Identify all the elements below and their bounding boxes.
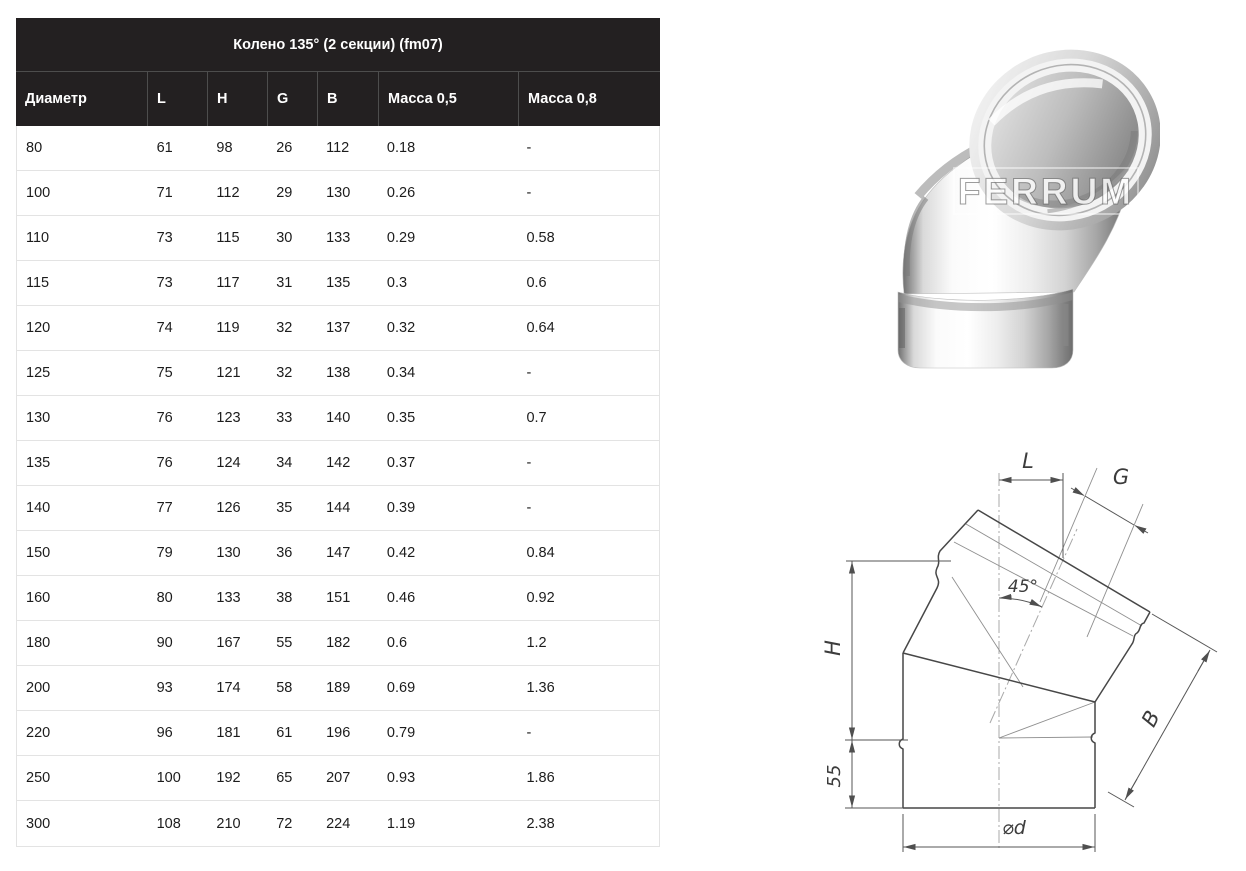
- table-cell: 115: [26, 275, 50, 291]
- table-cell: 0.93: [386, 770, 416, 786]
- table-cell: 1.86: [526, 770, 555, 786]
- table-cell: 0.6: [386, 635, 408, 651]
- table-cell: 133: [216, 590, 241, 606]
- technical-drawing: [790, 420, 1246, 871]
- table-cell: 150: [26, 545, 51, 561]
- table-row: [17, 621, 659, 666]
- table-cell: 31: [276, 275, 293, 291]
- table-cell: -: [526, 455, 532, 471]
- dim-label-angle: 45°: [1007, 577, 1039, 597]
- table-cell: 80: [26, 140, 43, 156]
- table-row: [17, 216, 659, 261]
- table-cell: 36: [276, 545, 293, 561]
- table-cell: 0.18: [386, 140, 416, 156]
- dim-label-g: G: [1112, 465, 1130, 489]
- table-cell: 32: [276, 320, 293, 336]
- table-cell: 250: [26, 770, 51, 786]
- table-cell: 0.69: [386, 680, 416, 696]
- table-row: [17, 486, 659, 531]
- table-cell: 117: [216, 275, 240, 291]
- table-cell: 182: [326, 635, 351, 651]
- table-cell: 33: [276, 410, 293, 426]
- table-cell: 144: [326, 500, 351, 516]
- table-cell: 90: [156, 635, 173, 651]
- table-row: [17, 531, 659, 576]
- table-cell: 123: [216, 410, 241, 426]
- table-cell: 38: [276, 590, 293, 606]
- elbow-dimension-drawing: [790, 420, 1246, 871]
- spec-table: [16, 18, 660, 847]
- table-cell: 77: [156, 500, 173, 516]
- table-cell: 73: [156, 230, 173, 246]
- table-cell: 112: [216, 185, 240, 201]
- table-cell: 0.64: [526, 320, 555, 336]
- table-cell: 189: [326, 680, 351, 696]
- table-cell: 1.36: [526, 680, 555, 696]
- table-cell: 71: [156, 185, 173, 201]
- table-cell: -: [526, 500, 532, 516]
- table-cell: 0.84: [526, 545, 555, 561]
- table-cell: 75: [156, 365, 173, 381]
- table-cell: 200: [26, 680, 51, 696]
- table-cell: 76: [156, 410, 173, 426]
- table-row: [17, 171, 659, 216]
- table-cell: 80: [156, 590, 173, 606]
- table-cell: -: [526, 185, 532, 201]
- column-header: G: [267, 72, 317, 126]
- table-cell: 124: [216, 455, 241, 471]
- table-cell: 137: [326, 320, 351, 336]
- table-cell: 1.2: [526, 635, 547, 651]
- table-cell: 0.29: [386, 230, 416, 246]
- table-cell: 73: [156, 275, 173, 291]
- table-cell: 300: [26, 815, 51, 832]
- table-cell: 135: [26, 455, 51, 471]
- table-cell: 100: [26, 185, 51, 201]
- table-cell: 32: [276, 365, 293, 381]
- table-cell: 29: [276, 185, 293, 201]
- column-header: Масса 0,5: [378, 72, 518, 126]
- table-cell: 147: [326, 545, 351, 561]
- table-cell: 180: [26, 635, 51, 651]
- table-row: [17, 441, 659, 486]
- table-cell: 26: [276, 140, 293, 156]
- table-cell: 1.19: [386, 815, 416, 832]
- table-row: [17, 801, 659, 846]
- table-cell: 55: [276, 635, 293, 651]
- table-cell: 112: [326, 140, 350, 156]
- table-cell: 224: [326, 815, 351, 832]
- table-cell: 100: [156, 770, 181, 786]
- product-photo: [860, 8, 1160, 380]
- table-cell: 121: [216, 365, 241, 381]
- table-cell: 0.39: [386, 500, 416, 516]
- table-cell: 140: [326, 410, 351, 426]
- table-cell: 72: [276, 815, 293, 832]
- table-cell: 74: [156, 320, 173, 336]
- table-cell: -: [526, 365, 532, 381]
- table-cell: 76: [156, 455, 173, 471]
- table-cell: 210: [216, 815, 241, 832]
- table-row: [17, 351, 659, 396]
- table-cell: 61: [156, 140, 173, 156]
- seam-lines: [952, 468, 1143, 738]
- table-cell: 0.79: [386, 725, 416, 741]
- table-cell: 174: [216, 680, 241, 696]
- table-cell: 119: [216, 320, 240, 336]
- table-cell: -: [526, 140, 532, 156]
- column-header: H: [207, 72, 267, 126]
- table-cell: 0.46: [386, 590, 416, 606]
- table-header-row: [16, 72, 660, 126]
- table-cell: 98: [216, 140, 233, 156]
- table-cell: 151: [326, 590, 351, 606]
- column-header: Диаметр: [25, 91, 87, 107]
- table-cell: 0.35: [386, 410, 416, 426]
- dim-label-l: L: [1022, 449, 1034, 473]
- table-cell: 142: [326, 455, 351, 471]
- table-cell: 130: [26, 410, 51, 426]
- table-cell: 110: [26, 230, 50, 246]
- table-cell: 130: [326, 185, 351, 201]
- table-cell: 35: [276, 500, 293, 516]
- table-cell: 0.6: [526, 275, 547, 291]
- table-cell: 0.26: [386, 185, 416, 201]
- table-cell: 160: [26, 590, 51, 606]
- table-cell: 130: [216, 545, 241, 561]
- elbow-outline: [899, 510, 1150, 808]
- dim-label-b: B: [1136, 706, 1165, 731]
- column-header: Масса 0,8: [518, 72, 660, 126]
- table-cell: 30: [276, 230, 293, 246]
- table-cell: 0.3: [386, 275, 408, 291]
- table-row: [17, 576, 659, 621]
- elbow-photo-illustration: [860, 8, 1160, 380]
- table-row: [17, 261, 659, 306]
- table-cell: 126: [216, 500, 241, 516]
- table-cell: 58: [276, 680, 293, 696]
- table-cell: 0.58: [526, 230, 555, 246]
- dim-label-diameter: ⌀d: [1002, 817, 1026, 839]
- table-body: [17, 126, 659, 846]
- table-cell: 0.7: [526, 410, 547, 426]
- table-cell: 140: [26, 500, 51, 516]
- table-cell: 138: [326, 365, 351, 381]
- table-cell: 34: [276, 455, 293, 471]
- table-row: [17, 756, 659, 801]
- table-cell: 135: [326, 275, 351, 291]
- table-cell: 0.34: [386, 365, 416, 381]
- table-cell: 96: [156, 725, 173, 741]
- table-row: [17, 306, 659, 351]
- table-cell: 167: [216, 635, 241, 651]
- table-cell: 181: [216, 725, 241, 741]
- watermark-text: FERRUM: [957, 171, 1135, 212]
- table-cell: 93: [156, 680, 173, 696]
- table-cell: 192: [216, 770, 241, 786]
- table-cell: 196: [326, 725, 351, 741]
- centerlines: [990, 473, 1077, 850]
- table-row: [17, 666, 659, 711]
- table-cell: 120: [26, 320, 51, 336]
- table-cell: 207: [326, 770, 351, 786]
- table-cell: 2.38: [526, 815, 555, 832]
- table-cell: 108: [156, 815, 181, 832]
- dim-label-55: 55: [824, 764, 845, 788]
- column-header: L: [147, 72, 207, 126]
- table-row: [17, 711, 659, 756]
- table-cell: 0.42: [386, 545, 416, 561]
- table-cell: 0.92: [526, 590, 555, 606]
- table-cell: 125: [26, 365, 51, 381]
- table-row: [17, 126, 659, 171]
- table-cell: 133: [326, 230, 351, 246]
- table-cell: 0.37: [386, 455, 416, 471]
- column-header: B: [317, 72, 378, 126]
- table-cell: 79: [156, 545, 173, 561]
- table-row: [17, 396, 659, 441]
- table-cell: 220: [26, 725, 51, 741]
- table-cell: -: [526, 725, 532, 741]
- dimension-lines: [845, 473, 1217, 852]
- table-title: Колено 135° (2 секции) (fm07): [16, 18, 660, 72]
- dim-label-h: H: [821, 640, 845, 656]
- table-cell: 0.32: [386, 320, 416, 336]
- table-cell: 61: [276, 725, 293, 741]
- table-cell: 65: [276, 770, 293, 786]
- table-cell: 115: [216, 230, 240, 246]
